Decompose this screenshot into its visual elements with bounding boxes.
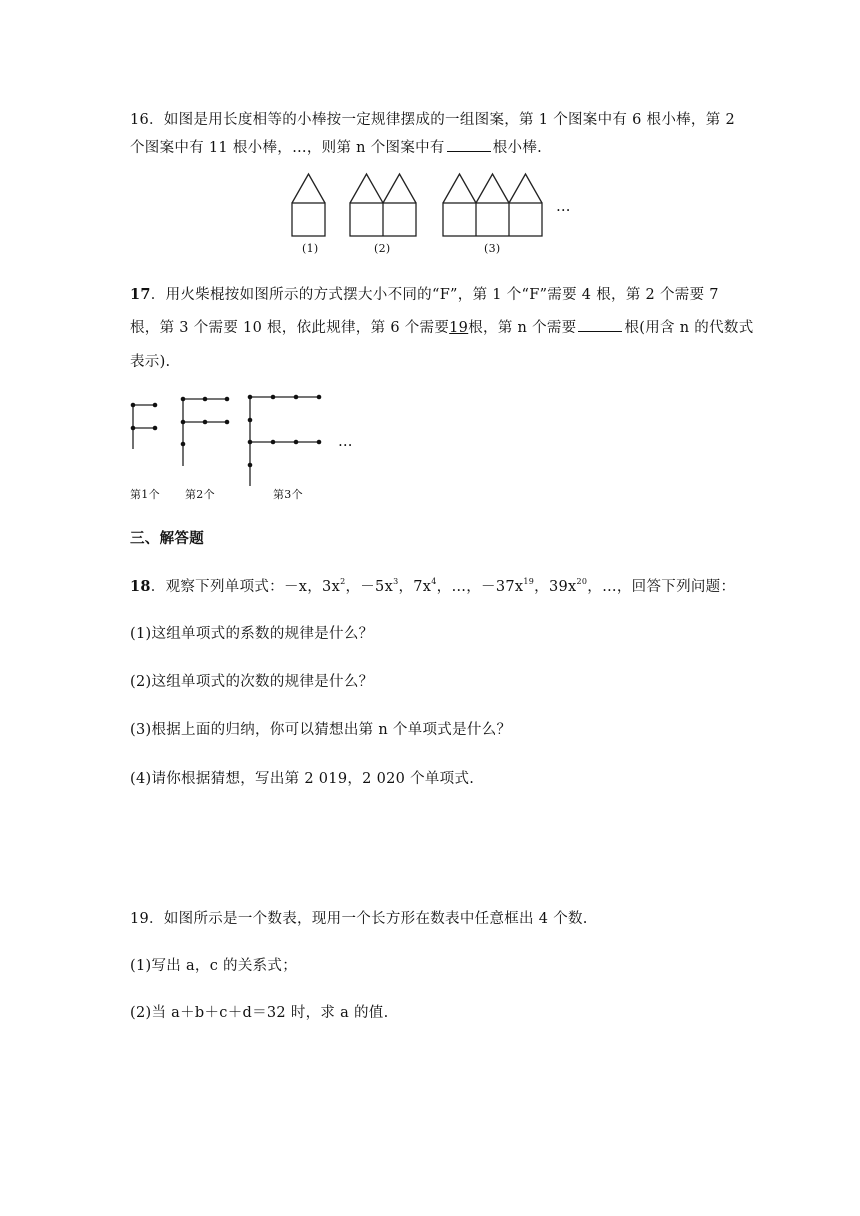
q18-stem-a: ．观察下列单项式：－x，3x <box>150 579 341 595</box>
q18-stem-b: ，－5x <box>345 579 394 595</box>
q17-text-b: 根，第 n 个需要 <box>468 320 577 336</box>
q19-stem: 19．如图所示是一个数表，现用一个长方形在数表中任意框出 4 个数. <box>130 911 588 927</box>
section-heading: 三、解答题 <box>130 530 204 547</box>
q17-fig-label-1: 第1个 <box>130 488 160 501</box>
q16-line1: 16．如图是用长度相等的小棒按一定规律摆成的一组图案，第 1 个图案中有 6 根小棒，第 2 <box>130 112 735 128</box>
q18-stem-d: ，…，－37x <box>436 579 524 595</box>
q16-fig-label-3: (3) <box>484 242 501 255</box>
q17-text-a: 根，第 3 个需要 10 根，依此规律，第 6 个需要 <box>130 320 450 336</box>
exponent: 2 <box>340 577 346 586</box>
q17-fig-label-2: 第2个 <box>185 488 215 501</box>
q17-text-c: 根(用含 n 的代数式 <box>624 320 754 336</box>
q17-answer-19: 19 <box>449 320 469 336</box>
q17-fig-label-3: 第3个 <box>273 488 303 501</box>
q16-text-a: 个图案中有 11 根小棒，…，则第 n 个图案中有 <box>130 140 445 156</box>
q18-stem-c: ，7x <box>398 579 432 595</box>
q18-part3: (3)根据上面的归纳，你可以猜想出第 n 个单项式是什么？ <box>130 722 512 738</box>
q18-part2: (2)这组单项式的次数的规律是什么？ <box>130 674 374 690</box>
q16-fig-label-2: (2) <box>374 242 391 255</box>
q18-stem-e: ，39x <box>534 579 577 595</box>
q17-ellipsis: … <box>338 434 353 450</box>
q17-text: ．用火柴棍按如图所示的方式摆大小不同的“F”，第 1 个“F”需要 4 根，第 2 个需要 7 <box>150 287 719 303</box>
q18-stem-f: ，…，回答下列问题： <box>587 579 736 595</box>
exponent: 4 <box>431 577 437 586</box>
q16-ellipsis: … <box>556 199 571 215</box>
q18-number: 18 <box>130 578 151 595</box>
q19-part2: (2)当 a＋b＋c＋d＝32 时，求 a 的值. <box>130 1005 389 1021</box>
q17-number: 17 <box>130 286 151 303</box>
q17-matchstick-f-figure <box>0 0 860 520</box>
q16-text-b: 根小棒. <box>492 140 543 156</box>
q19-part1: (1)写出 a，c 的关系式； <box>130 958 298 974</box>
q17-line3: 表示). <box>130 354 171 370</box>
exponent: 3 <box>393 577 399 586</box>
q16-fig-label-1: (1) <box>302 242 319 255</box>
q18-part1: (1)这组单项式的系数的规律是什么？ <box>130 626 374 642</box>
q18-stem <box>130 575 735 596</box>
exponent: 19 <box>523 577 535 586</box>
q18-part4: (4)请你根据猜想，写出第 2 019，2 020 个单项式. <box>130 771 475 787</box>
exponent: 20 <box>576 577 588 586</box>
